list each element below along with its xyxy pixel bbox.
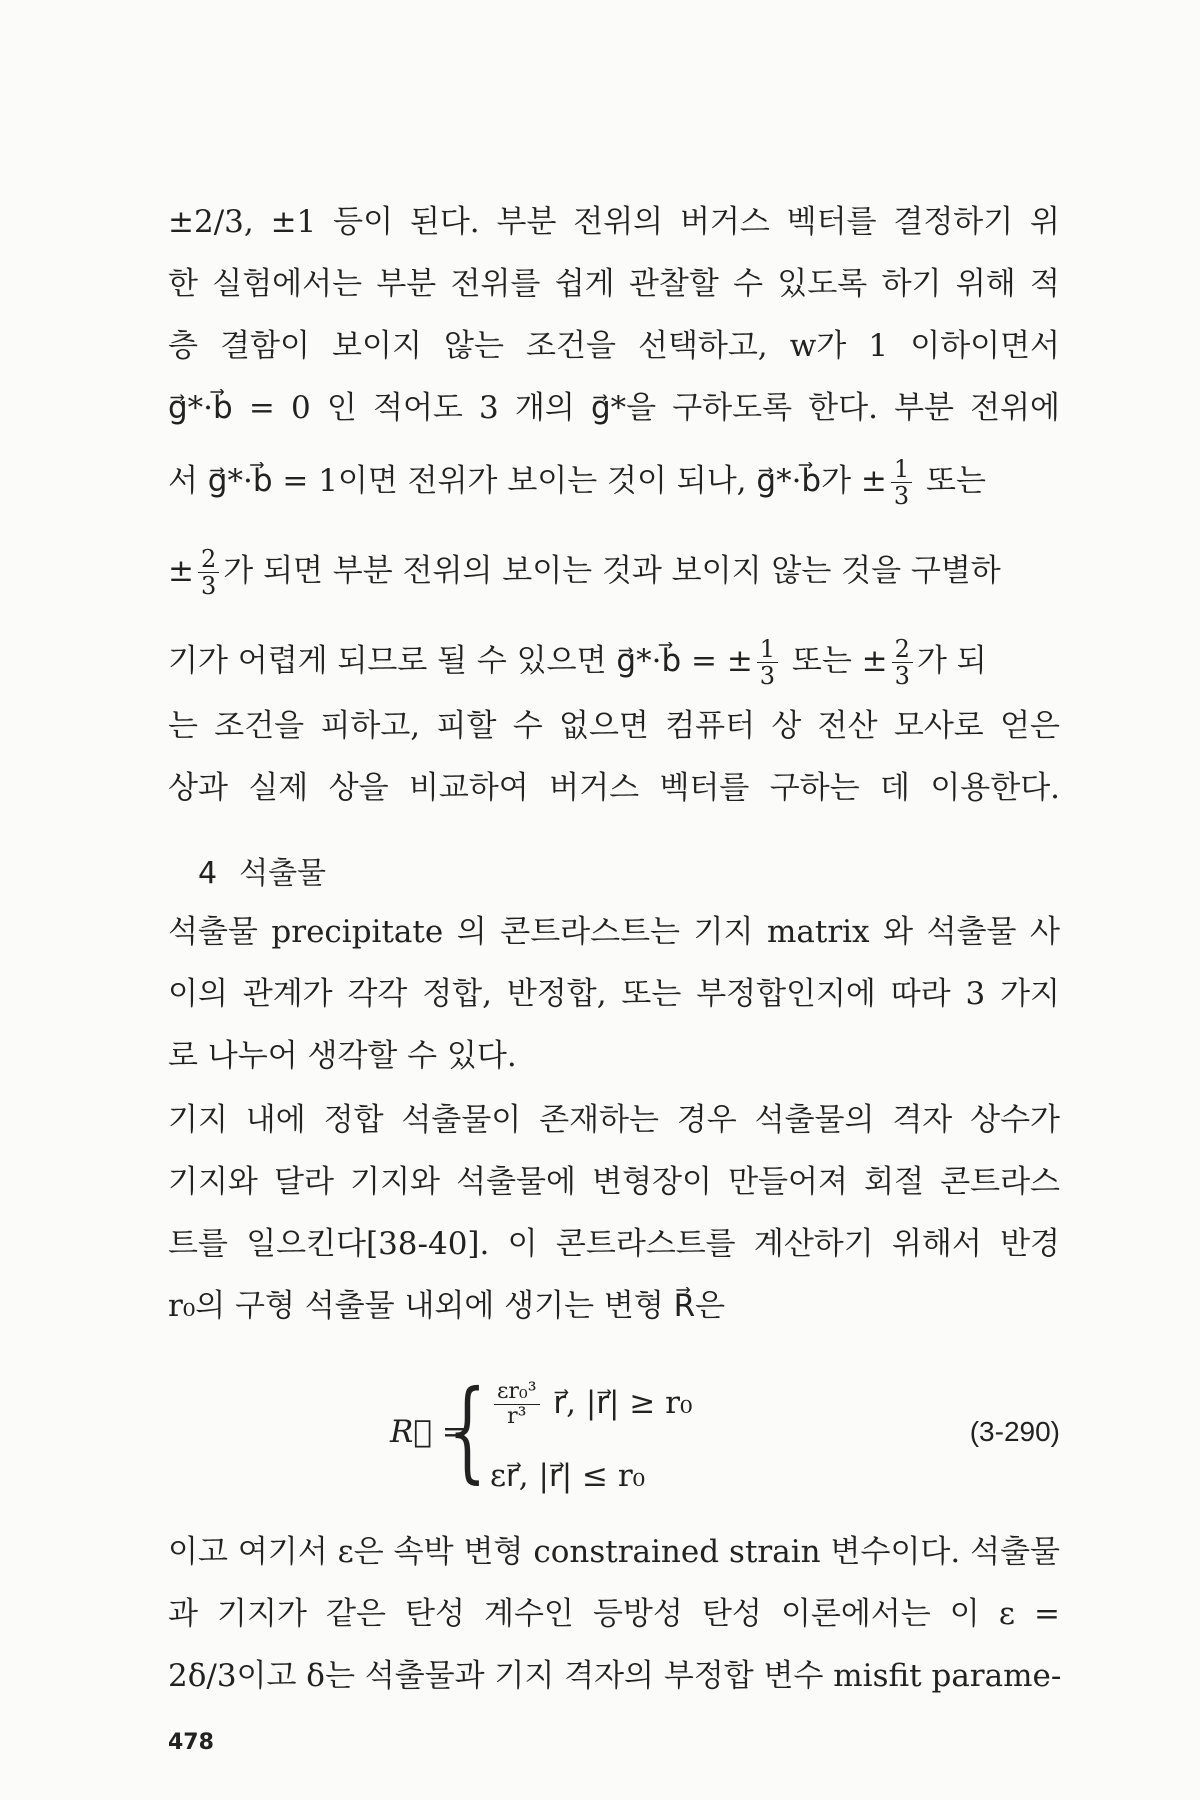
text-segment: ± — [168, 553, 194, 589]
text-line: 기지와 달라 기지와 석출물에 변형장이 만들어져 회절 콘트라스 — [168, 1164, 1060, 1200]
fraction-denominator: 3 — [200, 572, 217, 600]
section-title: 석출물 — [239, 856, 327, 891]
text-line: 층 결함이 보이지 않는 조건을 선택하고, w가 1 이하이면서 — [168, 328, 1060, 364]
text-line: 로 나누어 생각할 수 있다. — [168, 1038, 517, 1074]
text-segment: 기가 어렵게 되므로 될 수 있으면 g⃗*·b⃗ = ± — [168, 643, 753, 679]
text-line: 과 기지가 같은 탄성 계수인 등방성 탄성 이론에서는 이 ε = — [168, 1596, 1060, 1632]
text-line-with-fraction — [168, 636, 1060, 689]
equation-number: (3-290) — [969, 1416, 1060, 1447]
text-line-with-fraction — [168, 456, 1060, 509]
equation-brace: { — [448, 1366, 487, 1494]
fraction-two-thirds — [892, 636, 913, 689]
fraction-denominator: 3 — [759, 662, 776, 690]
page-number: 478 — [168, 1730, 214, 1755]
text-segment: 가 되면 부분 전위의 보이는 것과 보이지 않는 것을 구별하 — [223, 553, 1001, 589]
text-segment: 또는 ± — [782, 643, 888, 679]
fraction-one-third — [891, 456, 912, 509]
equation-fraction — [494, 1380, 540, 1429]
fraction-denominator: 3 — [894, 662, 910, 690]
equation-3-290 — [390, 1366, 1060, 1505]
equation-case-condition: r⃗, |r⃗| ≥ r₀ — [543, 1385, 693, 1421]
section-heading — [198, 852, 326, 896]
text-line: 2δ/3이고 δ는 석출물과 기지 격자의 부정합 변수 misfit parame- — [168, 1658, 1062, 1694]
text-line: 한 실험에서는 부분 전위를 쉽게 관찰할 수 있도록 하기 위해 적 — [168, 266, 1060, 302]
text-line: 기지 내에 정합 석출물이 존재하는 경우 석출물의 격자 상수가 — [168, 1102, 1060, 1138]
fraction-numerator: 2 — [198, 546, 219, 573]
text-segment: 가 되 — [916, 643, 987, 679]
fraction-denominator: 3 — [893, 482, 910, 510]
text-segment: 또는 — [916, 463, 986, 499]
text-line: g⃗*·b⃗ = 0 인 적어도 3 개의 g⃗*을 구하도록 한다. 부분 전위에 — [168, 390, 1060, 426]
equation-case-outside — [490, 1380, 692, 1429]
text-line: 는 조건을 피하고, 피할 수 없으면 컴퓨터 상 전산 모사로 얻은 — [168, 708, 1060, 744]
equation-case-inside: εr⃗, |r⃗| ≤ r₀ — [490, 1458, 646, 1494]
text-line-with-fraction — [168, 546, 1060, 599]
fraction-numerator: 2 — [892, 636, 913, 663]
text-line: ±2/3, ±1 등이 된다. 부분 전위의 버거스 벡터를 결정하기 위 — [168, 204, 1060, 240]
fraction-numerator: εr₀³ — [494, 1380, 540, 1405]
text-line: 이의 관계가 각각 정합, 반정합, 또는 부정합인지에 따라 3 가지 — [168, 976, 1060, 1012]
fraction-one-third — [757, 636, 778, 689]
text-line: 상과 실제 상을 비교하여 버거스 벡터를 구하는 데 이용한다. — [168, 770, 1060, 806]
text-line: r₀의 구형 석출물 내외에 생기는 변형 R⃗은 — [168, 1288, 726, 1324]
text-segment: 서 g⃗*·b⃗ = 1이면 전위가 보이는 것이 되나, g⃗*·b⃗가 ± — [168, 463, 887, 499]
text-line: 이고 여기서 ε은 속박 변형 constrained strain 변수이다. 석출물 — [168, 1534, 1060, 1570]
equation-lhs: R⃗ = — [390, 1414, 468, 1450]
section-number: 4 — [198, 856, 218, 891]
text-line: 트를 일으킨다[38-40]. 이 콘트라스트를 계산하기 위해서 반경 — [168, 1226, 1060, 1262]
fraction-denominator: r³ — [507, 1404, 527, 1429]
fraction-numerator: 1 — [757, 636, 778, 663]
text-line: 석출물 precipitate 의 콘트라스트는 기지 matrix 와 석출물 사 — [168, 914, 1060, 950]
fraction-numerator: 1 — [891, 456, 912, 483]
fraction-two-thirds — [198, 546, 219, 599]
